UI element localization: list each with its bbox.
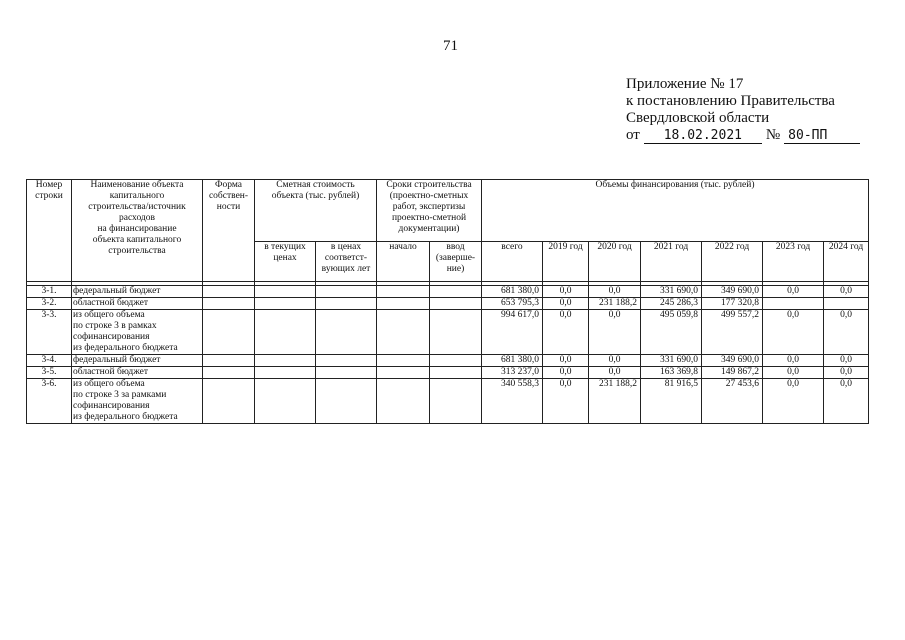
page-number: 71 (443, 38, 458, 54)
row-2020: 0,0 (589, 286, 641, 298)
financing-table (26, 179, 869, 424)
row-2022: 177 320,8 (702, 298, 763, 310)
header-terms-end: ввод (заверше- ние) (430, 242, 482, 282)
row-2022: 349 690,0 (702, 355, 763, 367)
header-terms: Сроки строительства (проектно-сметных работ, экспертизы проектно-сметной документации) (377, 180, 482, 242)
row-name: областной бюджет (72, 367, 203, 379)
row-code: 3-1. (27, 286, 72, 298)
row-code: 3-3. (27, 310, 72, 355)
row-name: федеральный бюджет (72, 355, 203, 367)
row-code: 3-5. (27, 367, 72, 379)
row-total: 681 380,0 (482, 355, 543, 367)
table-row (27, 379, 869, 424)
row-2021: 81 916,5 (641, 379, 702, 424)
header-object-name: Наименование объекта капитального строительства/источник расходов на финансирование объекта капитального строительства (72, 180, 203, 282)
header-estimate: Сметная стоимость объекта (тыс. рублей) (255, 180, 377, 242)
row-2019: 0,0 (543, 298, 589, 310)
row-2023: 0,0 (763, 355, 824, 367)
decree-date: 18.02.2021 (644, 129, 762, 144)
row-2021: 495 059,8 (641, 310, 702, 355)
decree-date-line (626, 127, 860, 144)
row-2024: 0,0 (824, 355, 869, 367)
row-code: 3-4. (27, 355, 72, 367)
header-2019: 2019 год (543, 242, 589, 282)
header-row-number: Номер строки (27, 180, 72, 282)
row-2020: 0,0 (589, 310, 641, 355)
row-2019: 0,0 (543, 355, 589, 367)
header-estimate-years: в ценах соответст- вующих лет (316, 242, 377, 282)
row-name: из общего объема по строке 3 за рамками софинансирования из федерального бюджета (72, 379, 203, 424)
row-2019: 0,0 (543, 367, 589, 379)
row-2023 (763, 298, 824, 310)
row-2020: 231 188,2 (589, 298, 641, 310)
appendix-block (626, 76, 860, 144)
row-total: 313 237,0 (482, 367, 543, 379)
row-2024: 0,0 (824, 286, 869, 298)
row-2023: 0,0 (763, 367, 824, 379)
row-total: 653 795,3 (482, 298, 543, 310)
appendix-region: Свердловской области (626, 110, 770, 126)
row-total: 994 617,0 (482, 310, 543, 355)
header-2024: 2024 год (824, 242, 869, 282)
row-2023: 0,0 (763, 286, 824, 298)
appendix-decree: к постановлению Правительства (626, 93, 835, 109)
row-2022: 499 557,2 (702, 310, 763, 355)
table-row (27, 286, 869, 298)
row-2019: 0,0 (543, 310, 589, 355)
row-2019: 0,0 (543, 379, 589, 424)
row-2021: 331 690,0 (641, 286, 702, 298)
header-terms-start: начало (377, 242, 430, 282)
row-name: из общего объема по строке 3 в рамках софинансирования из федерального бюджета (72, 310, 203, 355)
row-2019: 0,0 (543, 286, 589, 298)
row-2022: 149 867,2 (702, 367, 763, 379)
row-code: 3-6. (27, 379, 72, 424)
row-2024: 0,0 (824, 379, 869, 424)
appendix-title: Приложение № 17 (626, 76, 744, 92)
row-2021: 163 369,8 (641, 367, 702, 379)
row-2023: 0,0 (763, 379, 824, 424)
header-funding: Объемы финансирования (тыс. рублей) (482, 180, 869, 242)
decree-number: 80-ПП (784, 129, 860, 144)
row-total: 681 380,0 (482, 286, 543, 298)
header-2023: 2023 год (763, 242, 824, 282)
row-2021: 331 690,0 (641, 355, 702, 367)
row-2021: 245 286,3 (641, 298, 702, 310)
table-row (27, 298, 869, 310)
header-estimate-current: в текущих ценах (255, 242, 316, 282)
row-2022: 27 453,6 (702, 379, 763, 424)
row-name: федеральный бюджет (72, 286, 203, 298)
row-2024: 0,0 (824, 367, 869, 379)
header-2020: 2020 год (589, 242, 641, 282)
header-total: всего (482, 242, 543, 282)
table-row (27, 310, 869, 355)
row-code: 3-2. (27, 298, 72, 310)
row-total: 340 558,3 (482, 379, 543, 424)
row-2020: 0,0 (589, 355, 641, 367)
row-2024 (824, 298, 869, 310)
row-2024: 0,0 (824, 310, 869, 355)
header-2021: 2021 год (641, 242, 702, 282)
header-ownership: Форма собствен- ности (203, 180, 255, 282)
row-2020: 231 188,2 (589, 379, 641, 424)
row-2023: 0,0 (763, 310, 824, 355)
row-name: областной бюджет (72, 298, 203, 310)
row-2022: 349 690,0 (702, 286, 763, 298)
row-2020: 0,0 (589, 367, 641, 379)
table-row (27, 367, 869, 379)
from-label: от (626, 127, 640, 143)
table-row (27, 355, 869, 367)
number-label: № (765, 127, 781, 143)
header-2022: 2022 год (702, 242, 763, 282)
